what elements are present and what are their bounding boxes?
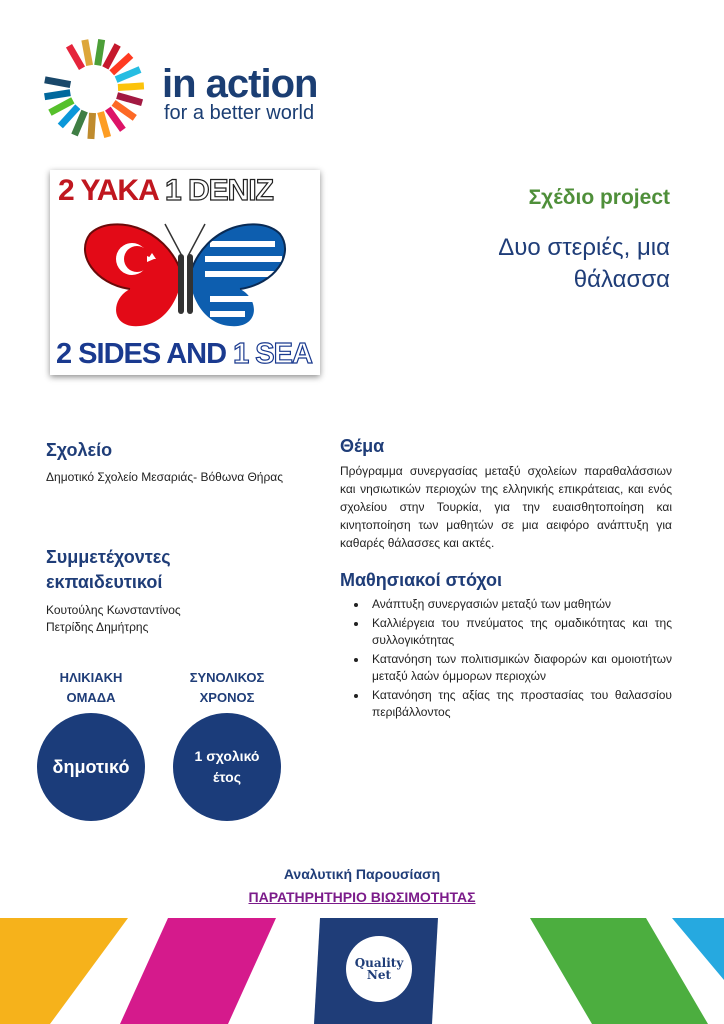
- logo-ray: [117, 96, 142, 103]
- logo-title: in action: [162, 62, 318, 106]
- logo-ray: [101, 112, 108, 137]
- quality-net-logo: [346, 936, 412, 1002]
- footer-stripe-yellow: [0, 918, 128, 1024]
- goal-item: • Ανάπτυξη συνεργασιών μεταξύ των μαθητών: [368, 596, 672, 613]
- duration-value: 1 σχολικό έτος: [194, 748, 260, 785]
- goal-item: • Κατανόηση της αξίας της προστασίας του θαλασσίου περιβάλλοντος: [368, 687, 672, 721]
- teachers-heading: Συμμετέχοντες εκπαιδευτικοί: [46, 547, 171, 592]
- quality-net-line1: Quality: [354, 956, 404, 970]
- school-name: Δημοτικό Σχολείο Μεσαριάς- Βόθωνα Θήρας: [46, 470, 284, 484]
- logo-ray: [69, 46, 82, 69]
- observatory-link[interactable]: ΠΑΡΑΤΗΡΗΤΗΡΙΟ ΒΙΩΣΙΜΟΤΗΤΑΣ: [248, 889, 476, 905]
- goal-item: • Κατανόηση των πολιτισμικών διαφορών και ομοιοτήτων μεταξύ λαών όμμορων περιοχών: [368, 651, 672, 685]
- butterflies-illustration: [70, 214, 300, 339]
- logo-ray: [85, 40, 90, 66]
- quality-net-line2: Net: [366, 968, 392, 982]
- age-group-heading: ΗΛΙΚΙΑΚΗ ΟΜΑΔΑ: [59, 670, 123, 705]
- image-bottom-text-part1: 2 SIDES AND: [56, 338, 227, 370]
- image-top-text-part1: 2 YAKA: [58, 174, 158, 207]
- goal-item: • Καλλιέργεια του πνεύματος της ομαδικότητας και της συλλογικότητας: [368, 615, 672, 649]
- goals-list: [340, 596, 672, 723]
- turkish-flag-butterfly-icon: [85, 224, 184, 326]
- logo-ray: [116, 70, 140, 80]
- project-image: [50, 170, 320, 375]
- logo-ray: [91, 113, 93, 139]
- in-action-logo: [36, 34, 336, 144]
- logo-ray: [118, 86, 144, 88]
- age-group-badge: [37, 713, 145, 821]
- logo-ray: [45, 80, 71, 85]
- plan-label: Σχέδιο project: [528, 186, 670, 209]
- observatory-link-wrapper: [0, 889, 724, 905]
- footer-title: Αναλυτική Παρουσίαση: [283, 866, 441, 882]
- teacher-name: Πετρίδης Δημήτρης: [46, 620, 149, 634]
- logo-ray: [75, 111, 85, 135]
- topic-heading: Θέμα: [340, 436, 385, 456]
- sdg-wheel-icon: [36, 34, 156, 144]
- duration-heading: ΣΥΝΟΛΙΚΟΣ ΧΡΟΝΟΣ: [189, 670, 265, 705]
- footer-stripe-green: [530, 918, 708, 1024]
- age-group-value: δημοτικό: [52, 756, 130, 777]
- greek-flag-butterfly-icon: [187, 224, 285, 326]
- image-bottom-text: [56, 338, 312, 371]
- teachers-list: [46, 602, 181, 636]
- logo-ray: [45, 93, 71, 97]
- project-title: Δυο στεριές, μια θάλασσα: [498, 234, 670, 293]
- image-top-text: [58, 174, 273, 208]
- school-heading: Σχολείο: [46, 440, 113, 460]
- topic-text: Πρόγραμμα συνεργασίας μεταξύ σχολείων παραθαλάσσιων και νησιωτικών περιοχών της ελληνικής επικράτειας, και ενός σχολείου στην Τουρκία, για την ευαισθητοποίηση και κινητοποίηση των μαθητών σε μια αειφόρο ανάπτυξη για καθαρές θάλασσες και ακτές.: [340, 464, 672, 550]
- goals-heading: Μαθησιακοί στόχοι: [340, 570, 502, 590]
- duration-badge: [173, 713, 281, 821]
- image-top-text-part2: 1 DENIZ: [164, 174, 273, 207]
- logo-tagline: for a better world: [164, 102, 315, 124]
- footer-stripe-blue: [672, 918, 724, 980]
- footer-stripe-magenta: [120, 918, 276, 1024]
- image-bottom-text-part2: 1 SEA: [233, 338, 312, 370]
- logo-ray: [98, 40, 102, 66]
- teacher-name: Κουτούλης Κωνσταντίνος: [46, 603, 181, 617]
